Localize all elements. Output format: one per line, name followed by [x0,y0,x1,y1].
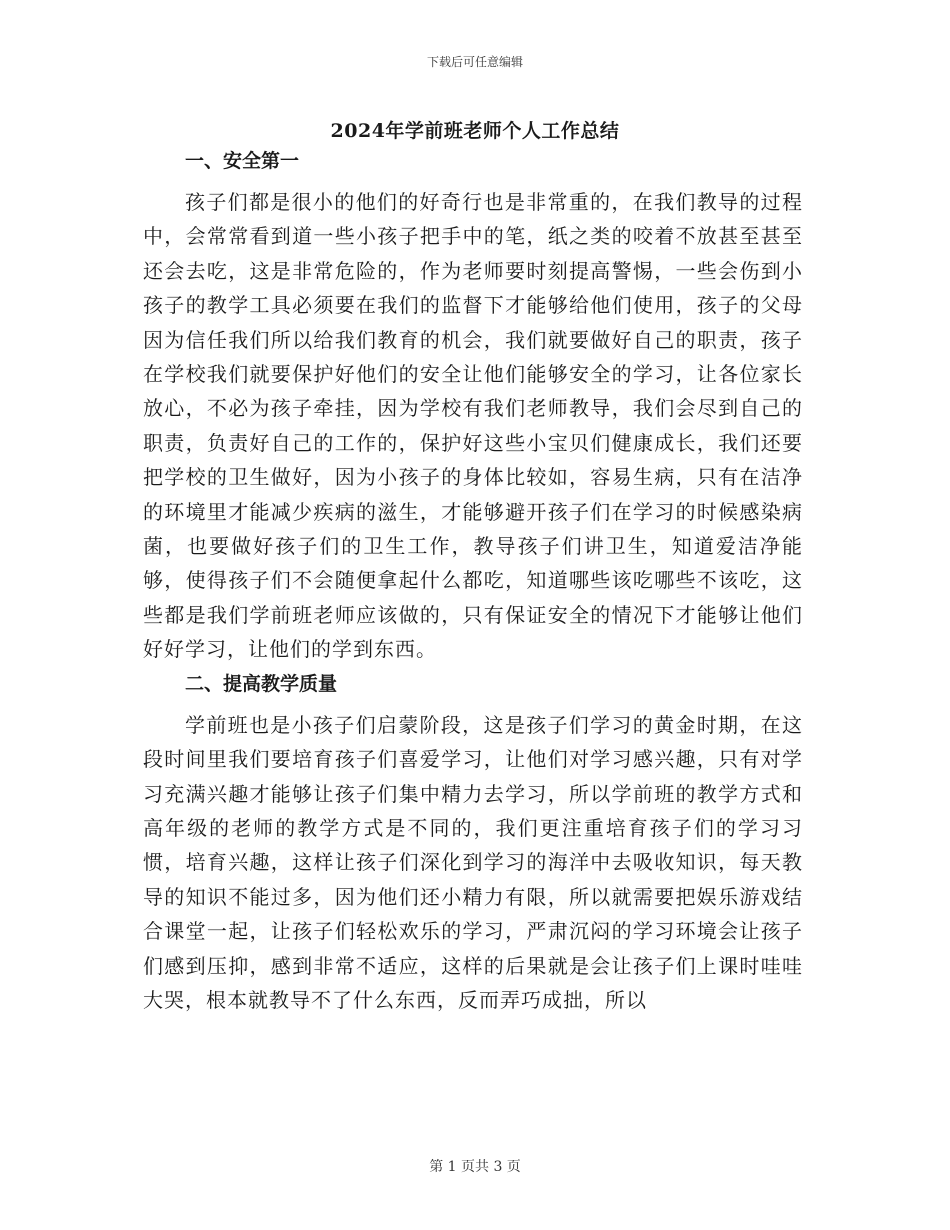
section-heading: 一、安全第一 [185,150,300,172]
document-title: 2024年学前班老师个人工作总结 [330,120,620,142]
page-indicator: 第 1 页共 3 页 [429,1159,521,1175]
section-paragraph: 孩子们都是很小的他们的好奇行也是非常重的，在我们教导的过程中，会常常看到道一些小孩子把手中的笔，纸之类的咬着不放甚至甚至还会去吃，这是非常危险的，作为老师要时刻提高警惕，一些会伤到小孩子的教学工具必须要在我们的监督下才能够给他们使用，孩子的父母因为信任我们所以给我们教育的机会，我们就要做好自己的职责，孩子在学校我们就要保护好他们的安全让他们能够安全的学习，让各位家长放心，不必为孩子牵挂，因为学校有我们老师教导，我们会尽到自己的职责，负责好自己的工作的，保护好这些小宝贝们健康成长，我们还要把学校的卫生做好，因为小孩子的身体比较如，容易生病，只有在洁净的环境里才能减少疾病的滋生，才能够避开孩子们在学习的时候感染病菌，也要做好孩子们的卫生工作，教导孩子们讲卫生，知道爱洁净能够，使得孩子们不会随便拿起什么都吃，知道哪些该吃哪些不该吃，这些都是我们学前班老师应该做的，只有保证安全的情况下才能够让他们好好学习，让他们的学到东西。 [143,190,803,662]
section-safety [143,146,803,667]
section-paragraph: 学前班也是小孩子们启蒙阶段，这是孩子们学习的黄金时期，在这段时间里我们要培育孩子们喜爱学习，让他们对学习感兴趣，只有对学习充满兴趣才能够让孩子们集中精力去学习，所以学前班的教学方式和高年级的老师的教学方式是不同的，我们更注重培育孩子们的学习习惯，培育兴趣，这样让孩子们深化到学习的海洋中去吸收知识，每天教导的知识不能过多，因为他们还小精力有限，所以就需要把娱乐游戏结合课堂一起，让孩子们轻松欢乐的学习，严肃沉闷的学习环境会让孩子们感到压抑，感到非常不适应，这样的后果就是会让孩子们上课时哇哇大哭，根本就教导不了什么东西，反而弄巧成拙，所以 [143,712,803,1012]
section-heading: 二、提高教学质量 [185,672,338,695]
header-note: 下载后可任意编辑 [426,55,523,69]
document-body [143,146,803,1019]
section-teaching-quality [143,669,803,1018]
